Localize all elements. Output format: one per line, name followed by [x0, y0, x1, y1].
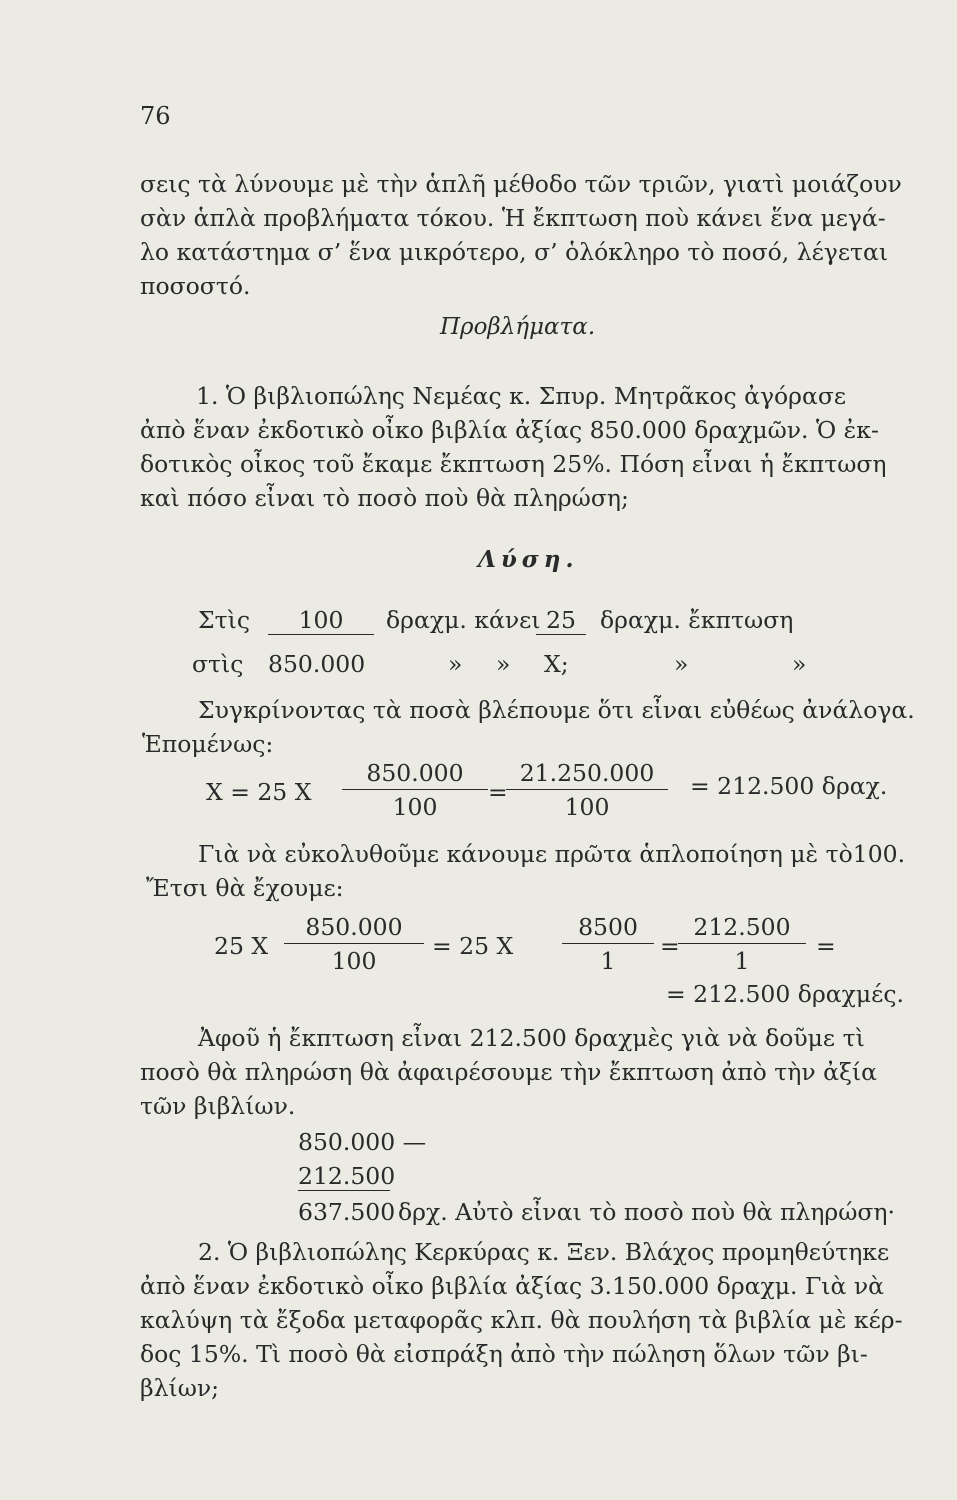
eq2-fraction-3 — [678, 912, 806, 976]
intro-line: ποσοστό. — [140, 272, 251, 300]
eq2-frac3-den: 1 — [734, 947, 750, 975]
subtraction-line1: 850.000 — — [298, 1128, 427, 1156]
simplify-line: Γιὰ νὰ εὐκολυθοῦμε κάνουμε πρῶτα ἁπλοποίηση μὲ τὸ100. — [198, 840, 906, 868]
section-heading: Προβλήματα. — [440, 314, 596, 340]
therefore-word: Ἑπομένως: — [142, 730, 274, 758]
rule-row1-word: Στὶς — [198, 606, 250, 634]
ditto-mark: » — [792, 650, 807, 678]
problem1-line: καὶ πόσο εἶναι τὸ ποσὸ ποὺ θὰ πληρώση; — [140, 484, 629, 512]
problem1-line: δοτικὸς οἶκος τοῦ ἔκαμε ἔκπτωση 25%. Πόση εἶναι ἡ ἔκπτωση — [140, 450, 887, 478]
solution-heading: Λύση. — [478, 546, 579, 573]
eq1-equals: = — [488, 778, 508, 806]
eq2-fraction-2 — [562, 912, 654, 976]
fraction-bar — [284, 943, 424, 944]
ditto-mark: » — [674, 650, 689, 678]
eq1-result: = 212.500 δραχ. — [690, 772, 888, 800]
subtraction-tail: δρχ. Αὐτὸ εἶναι τὸ ποσὸ ποὺ θὰ πληρώση· — [398, 1198, 895, 1226]
problem1-line: 1. Ὁ βιβλιοπώλης Νεμέας κ. Σπυρ. Μητρᾶκος ἀγόρασε — [196, 382, 847, 410]
fraction-bar — [342, 789, 488, 790]
fraction-bar — [506, 789, 668, 790]
rule-row1-unit: δραχμ. κάνει — [386, 606, 541, 634]
eq2-frac2-num: 8500 — [578, 913, 638, 941]
eq2-frac2-den: 1 — [600, 947, 616, 975]
problem2-line: ἀπὸ ἕναν ἐκδοτικὸ οἶκο βιβλία ἀξίας 3.150.000 δραχμ. Γιὰ νὰ — [140, 1272, 884, 1300]
intro-line: λο κατάστημα σ’ ἕνα μικρότερο, σ’ ὁλόκληρο τὸ ποσό, λέγεται — [140, 238, 889, 266]
problem2-line: καλύψη τὰ ἔξοδα μεταφορᾶς κλπ. θὰ πουλήση τὰ βιβλία μὲ κέρ- — [140, 1306, 903, 1334]
eq2-frac3-num: 212.500 — [693, 913, 791, 941]
eq1-fraction-1 — [342, 758, 488, 822]
eq1-frac1-num: 850.000 — [366, 759, 464, 787]
problem1-line: ἀπὸ ἕναν ἐκδοτικὸ οἶκο βιβλία ἀξίας 850.000 δραχμῶν. Ὁ ἐκ- — [140, 416, 879, 444]
rule-row1-suffix: δραχμ. ἔκπτωση — [600, 606, 794, 634]
ditto-mark: » — [496, 650, 511, 678]
eq2-frac1-den: 100 — [331, 947, 377, 975]
rule-row2-amount: 850.000 — [268, 650, 366, 678]
eq2-equals: = — [660, 932, 680, 960]
rule-row2-word: στὶς — [192, 650, 244, 678]
eq2-frac1-num: 850.000 — [305, 913, 403, 941]
eq2-mid: = 25 X — [432, 932, 514, 960]
eq1-fraction-2 — [506, 758, 668, 822]
rule-row1-amount: 100 — [268, 606, 374, 635]
intro-line: σεις τὰ λύνουμε μὲ τὴν ἁπλῆ μέθοδο τῶν τριῶν, γιατὶ μοιάζουν — [140, 170, 902, 198]
problem2-line: 2. Ὁ βιβλιοπώλης Κερκύρας κ. Ξεν. Βλάχος προμηθεύτηκε — [198, 1238, 890, 1266]
subtraction-line2: 212.500 — [298, 1162, 396, 1190]
rule-row2-value: X; — [544, 650, 569, 678]
comparison-line: Συγκρίνοντας τὰ ποσὰ βλέπουμε ὅτι εἶναι εὐθέως ἀνάλογα. — [198, 696, 915, 724]
after-line: τῶν βιβλίων. — [140, 1092, 296, 1120]
intro-line: σὰν ἁπλὰ προβλήματα τόκου. Ἡ ἔκπτωση ποὺ κάνει ἕνα μεγά- — [140, 204, 886, 232]
fraction-bar — [562, 943, 654, 944]
eq2-equals-end: = — [816, 932, 836, 960]
eq1-frac2-den: 100 — [564, 793, 610, 821]
problem2-line: βλίων; — [140, 1374, 220, 1402]
page-number: 76 — [140, 102, 171, 130]
problem2-line: δος 15%. Τὶ ποσὸ θὰ εἰσπράξη ἀπὸ τὴν πώληση ὅλων τῶν βι- — [140, 1340, 868, 1368]
eq2-result: = 212.500 δραχμές. — [666, 980, 904, 1008]
eq1-frac1-den: 100 — [392, 793, 438, 821]
eq1-lhs: X = 25 X — [206, 778, 312, 806]
after-line: Ἀφοῦ ἡ ἔκπτωση εἶναι 212.500 δραχμὲς γιὰ νὰ δοῦμε τὶ — [198, 1024, 865, 1052]
eq1-frac2-num: 21.250.000 — [519, 759, 655, 787]
eq2-fraction-1 — [284, 912, 424, 976]
after-line: ποσὸ θὰ πληρώση θὰ ἀφαιρέσουμε τὴν ἔκπτωση ἀπὸ τὴν ἀξία — [140, 1058, 878, 1086]
thus-line: Ἔτσι θὰ ἔχουμε: — [146, 874, 344, 902]
rule-row1-value: 25 — [536, 606, 586, 635]
ditto-mark: » — [448, 650, 463, 678]
subtraction-result: 637.500 — [298, 1198, 396, 1226]
fraction-bar — [678, 943, 806, 944]
eq2-lhs: 25 X — [214, 932, 269, 960]
